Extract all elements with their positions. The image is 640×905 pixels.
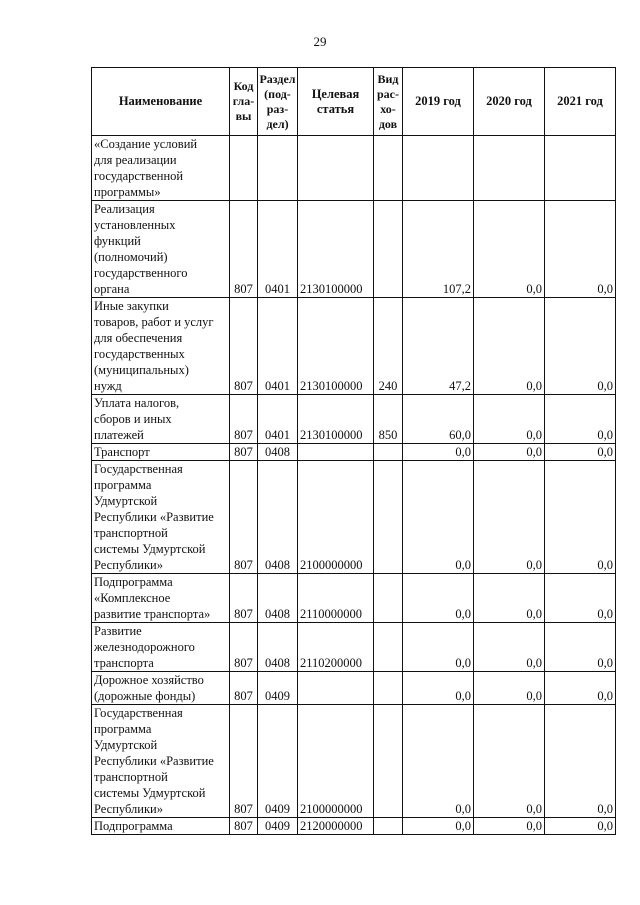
row-expense-type xyxy=(374,672,403,705)
row-value-2020: 0,0 xyxy=(474,298,545,395)
row-value-2019: 0,0 xyxy=(403,672,474,705)
row-target: 2130100000 xyxy=(298,298,374,395)
row-target: 2100000000 xyxy=(298,461,374,574)
table-row xyxy=(92,672,616,705)
row-name: Развитие железнодорожного транспорта xyxy=(92,623,230,672)
row-value-2021: 0,0 xyxy=(545,574,616,623)
header-2021: 2021 год xyxy=(545,68,616,136)
row-section: 0408 xyxy=(258,574,298,623)
row-value-2021: 0,0 xyxy=(545,444,616,461)
row-value-2019: 0,0 xyxy=(403,574,474,623)
row-section: 0409 xyxy=(258,672,298,705)
row-name: Дорожное хозяйство (дорожные фонды) xyxy=(92,672,230,705)
table-row xyxy=(92,444,616,461)
table-row xyxy=(92,395,616,444)
row-value-2021: 0,0 xyxy=(545,395,616,444)
row-expense-type xyxy=(374,461,403,574)
row-value-2019 xyxy=(403,136,474,201)
row-value-2019: 0,0 xyxy=(403,461,474,574)
row-expense-type xyxy=(374,623,403,672)
header-expense-type: Вид рас- хо- дов xyxy=(374,68,403,136)
row-expense-type: 240 xyxy=(374,298,403,395)
row-value-2019: 0,0 xyxy=(403,818,474,835)
header-2019: 2019 год xyxy=(403,68,474,136)
row-name: Подпрограмма xyxy=(92,818,230,835)
row-name: Реализация установленных функций (полномочий) государственного органа xyxy=(92,201,230,298)
row-target: 2120000000 xyxy=(298,818,374,835)
row-value-2021: 0,0 xyxy=(545,298,616,395)
row-value-2020: 0,0 xyxy=(474,705,545,818)
header-2020: 2020 год xyxy=(474,68,545,136)
row-section xyxy=(258,136,298,201)
row-section: 0408 xyxy=(258,444,298,461)
row-value-2019: 107,2 xyxy=(403,201,474,298)
row-name: «Создание условий для реализации государственной программы» xyxy=(92,136,230,201)
row-target: 2130100000 xyxy=(298,201,374,298)
row-target xyxy=(298,136,374,201)
table-body xyxy=(92,136,616,835)
row-target: 2110000000 xyxy=(298,574,374,623)
row-value-2021: 0,0 xyxy=(545,818,616,835)
row-target: 2110200000 xyxy=(298,623,374,672)
row-section: 0408 xyxy=(258,623,298,672)
row-target xyxy=(298,672,374,705)
row-code xyxy=(230,136,258,201)
row-value-2021: 0,0 xyxy=(545,672,616,705)
table-row xyxy=(92,298,616,395)
page-number: 29 xyxy=(313,34,327,49)
row-name: Иные закупки товаров, работ и услуг для обеспечения государственных (муниципальных) нужд xyxy=(92,298,230,395)
row-value-2020: 0,0 xyxy=(474,461,545,574)
row-section: 0408 xyxy=(258,461,298,574)
row-section: 0409 xyxy=(258,818,298,835)
row-value-2019: 60,0 xyxy=(403,395,474,444)
row-value-2019: 0,0 xyxy=(403,623,474,672)
row-expense-type xyxy=(374,136,403,201)
row-target: 2130100000 xyxy=(298,395,374,444)
row-section: 0409 xyxy=(258,705,298,818)
row-expense-type xyxy=(374,818,403,835)
table-header xyxy=(92,68,616,136)
row-expense-type xyxy=(374,201,403,298)
row-code: 807 xyxy=(230,574,258,623)
table-row xyxy=(92,461,616,574)
row-code: 807 xyxy=(230,461,258,574)
table-row xyxy=(92,136,616,201)
row-value-2019: 0,0 xyxy=(403,705,474,818)
row-target: 2100000000 xyxy=(298,705,374,818)
header-section: Раздел (под- раз- дел) xyxy=(258,68,298,136)
row-value-2020: 0,0 xyxy=(474,201,545,298)
row-section: 0401 xyxy=(258,298,298,395)
row-section: 0401 xyxy=(258,395,298,444)
row-code: 807 xyxy=(230,444,258,461)
row-value-2021: 0,0 xyxy=(545,705,616,818)
row-code: 807 xyxy=(230,623,258,672)
row-value-2020: 0,0 xyxy=(474,444,545,461)
row-value-2021: 0,0 xyxy=(545,201,616,298)
row-expense-type xyxy=(374,444,403,461)
row-name: Государственная программа Удмуртской Республики «Развитие транспортной системы Удмуртской Республики» xyxy=(92,461,230,574)
row-name: Государственная программа Удмуртской Республики «Развитие транспортной системы Удмуртской Республики» xyxy=(92,705,230,818)
row-value-2021: 0,0 xyxy=(545,461,616,574)
header-code: Код гла- вы xyxy=(230,68,258,136)
row-value-2019: 0,0 xyxy=(403,444,474,461)
row-code: 807 xyxy=(230,705,258,818)
header-target: Целевая статья xyxy=(298,68,374,136)
table-row xyxy=(92,574,616,623)
row-code: 807 xyxy=(230,672,258,705)
row-name: Транспорт xyxy=(92,444,230,461)
row-value-2019: 47,2 xyxy=(403,298,474,395)
row-code: 807 xyxy=(230,395,258,444)
row-value-2020: 0,0 xyxy=(474,574,545,623)
row-value-2020: 0,0 xyxy=(474,623,545,672)
table-row xyxy=(92,623,616,672)
table-row xyxy=(92,201,616,298)
row-code: 807 xyxy=(230,201,258,298)
table-row xyxy=(92,818,616,835)
row-expense-type xyxy=(374,574,403,623)
row-value-2020: 0,0 xyxy=(474,672,545,705)
row-value-2021 xyxy=(545,136,616,201)
row-value-2020 xyxy=(474,136,545,201)
table-row xyxy=(92,705,616,818)
row-name: Подпрограмма «Комплексное развитие транспорта» xyxy=(92,574,230,623)
row-code: 807 xyxy=(230,818,258,835)
row-section: 0401 xyxy=(258,201,298,298)
row-value-2020: 0,0 xyxy=(474,395,545,444)
budget-table xyxy=(91,67,616,835)
row-value-2021: 0,0 xyxy=(545,623,616,672)
row-name: Уплата налогов, сборов и иных платежей xyxy=(92,395,230,444)
header-name: Наименование xyxy=(92,68,230,136)
row-expense-type: 850 xyxy=(374,395,403,444)
row-code: 807 xyxy=(230,298,258,395)
row-expense-type xyxy=(374,705,403,818)
row-target xyxy=(298,444,374,461)
row-value-2020: 0,0 xyxy=(474,818,545,835)
